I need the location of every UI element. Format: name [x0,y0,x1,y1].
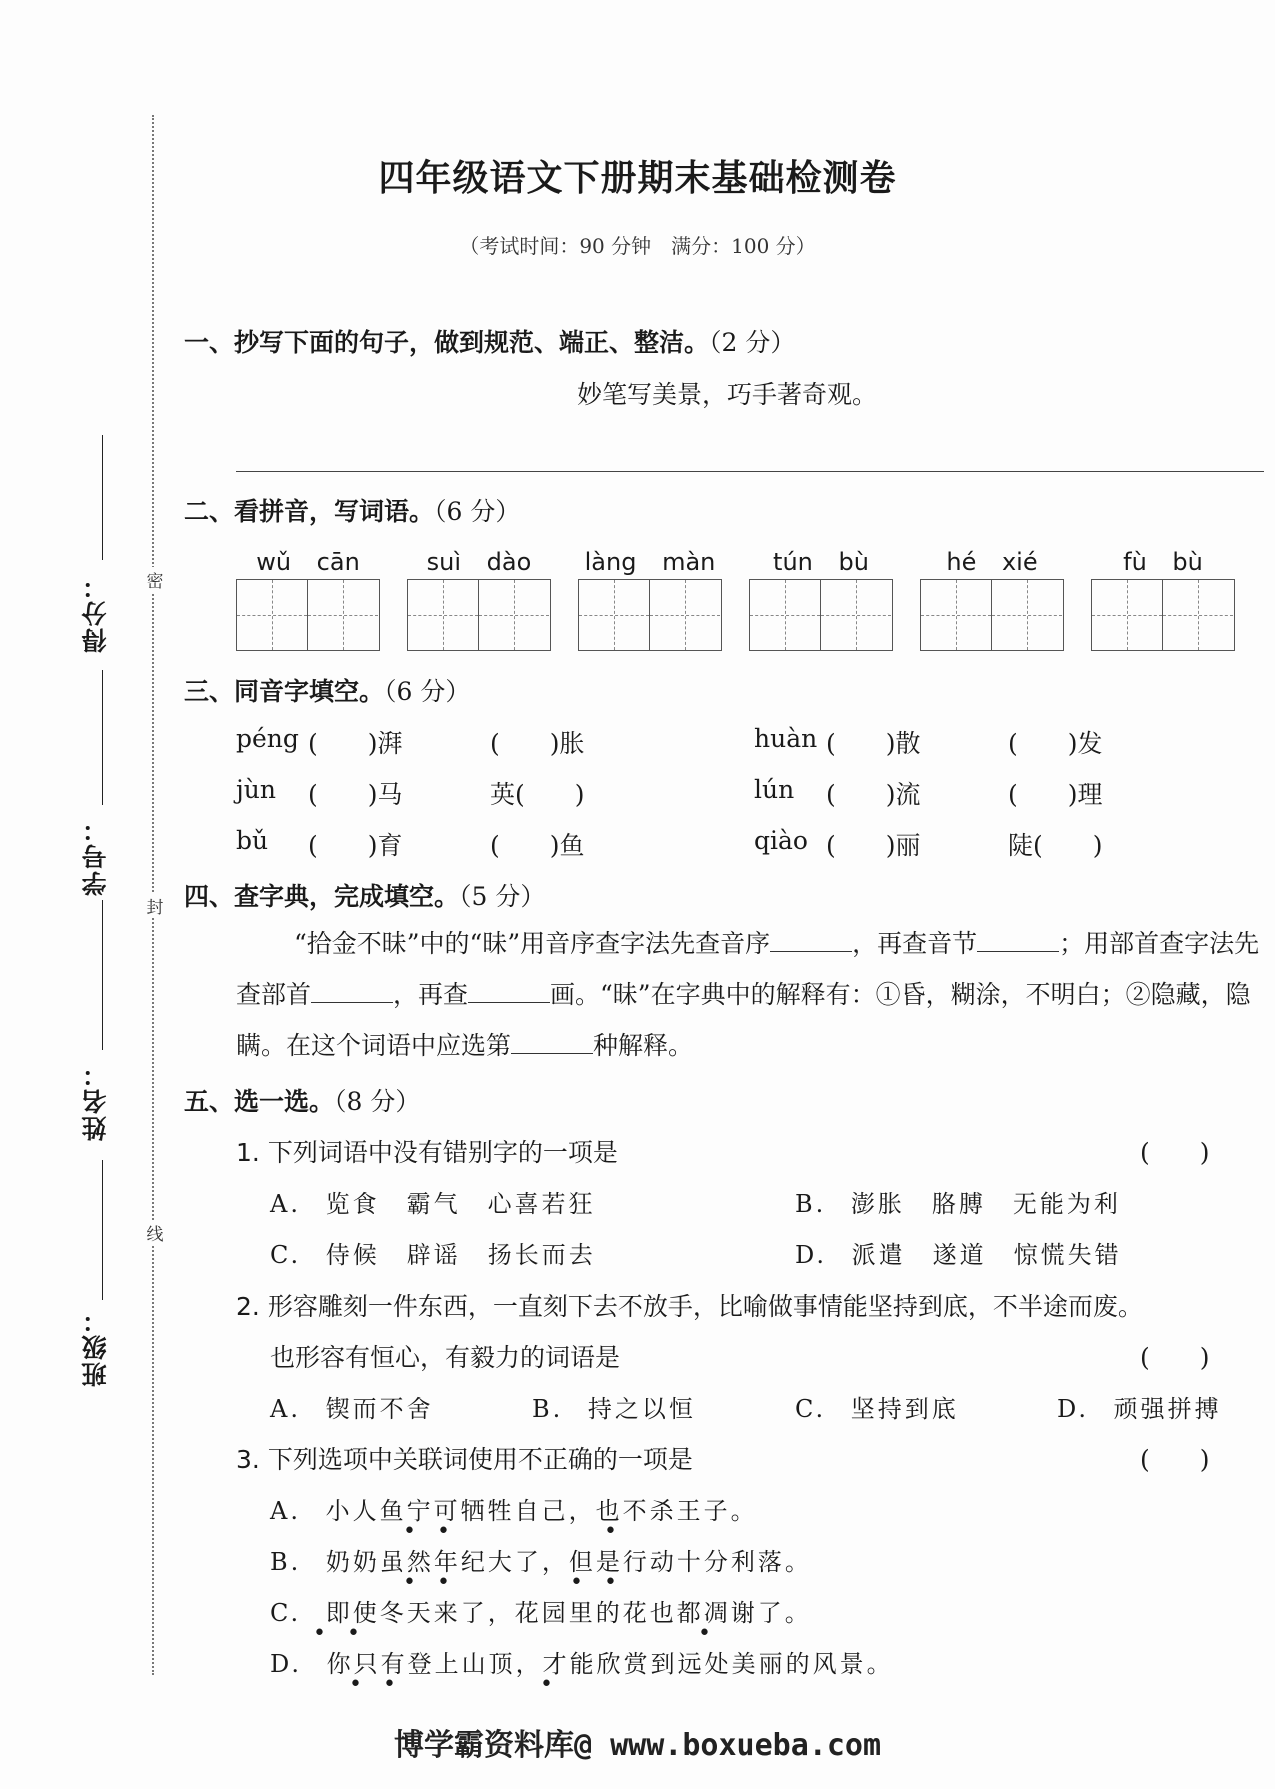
q1-option-a[interactable]: A. 览食 霸气 心喜若狂 [270,1190,596,1218]
q2-option-a[interactable]: A. 锲而不舍 [270,1395,434,1423]
homophone-blank[interactable]: ( )流 [826,780,921,809]
name-label: 姓名： [81,1060,110,1141]
q1-option-b[interactable]: B. 澎胀 胳膊 无能为利 [795,1190,1121,1218]
homophone-blank[interactable]: 英( ) [490,780,585,809]
q3-option-a[interactable]: A. 小人鱼宁可牺牲自己，也不杀王子。 [270,1497,758,1525]
answer-paren-2[interactable]: ( ) [1140,1343,1210,1372]
tianzige-box-4[interactable] [749,579,893,651]
q3-option-d[interactable]: D. 你只有登上山顶，才能欣赏到远处美丽的风景。 [270,1650,894,1678]
emphasis-dot: • [347,1621,360,1646]
tianzige-box-1[interactable] [236,579,380,651]
blank-letter[interactable] [770,931,852,952]
section2-heading: 二、看拼音，写词语。（6 分） [184,497,521,526]
class-field[interactable] [102,1160,103,1300]
homophone-pinyin: lún [754,775,795,804]
emphasis-dot: • [383,1672,396,1697]
watermark: 博学霸资料库@ www.boxueba.com [393,1728,882,1763]
student-number-label: 学号： [81,815,110,896]
emphasis-dot: • [437,1519,450,1544]
blank-strokes[interactable] [468,982,550,1003]
pinyin-5: hé xié [946,548,1038,576]
copy-answer-line[interactable] [236,471,1264,472]
class-label: 班级： [81,1306,110,1387]
exam-info: （考试时间：90 分钟 满分：100 分） [459,234,816,258]
emphasis-dot: • [437,1570,450,1595]
tianzige-box-2[interactable] [407,579,551,651]
section3-heading: 三、同音字填空。（6 分） [184,677,471,706]
q3-option-b[interactable]: B. 奶奶虽然年纪大了，但是行动十分利落。 [270,1548,812,1576]
homophone-pinyin: bǔ [236,826,269,855]
blank-syllable[interactable] [977,931,1059,952]
dictionary-paragraph: “拾金不昧”中的“昧”用音序查字法先查音序 ，再查音节 ；用部首查字法先查部首 ，再查 画。“昧”在字典中的解释有：①昏，糊涂，不明白；②隐藏，隐瞒。在这个词语中应选第 种解释。 [236,929,1260,1060]
question-1: 1. 下列词语中没有错别字的一项是 [236,1138,618,1167]
blank-meaning[interactable] [511,1033,593,1054]
emphasis-dot: • [698,1621,711,1646]
tianzige-box-6[interactable] [1091,579,1235,651]
seal-char-xian: 线 [145,1220,165,1245]
seal-char-mi: 密 [145,567,165,592]
emphasis-dot: • [540,1672,553,1697]
emphasis-dot: • [570,1570,583,1595]
pinyin-4: tún bù [773,548,869,576]
homophone-pinyin: péng [236,724,299,753]
homophone-blank[interactable]: ( )湃 [308,729,403,758]
q2-option-c[interactable]: C. 坚持到底 [795,1395,959,1423]
question-2: 2. 形容雕刻一件东西，一直刻下去不放手，比喻做事情能坚持到底，不半途而废。 [236,1292,1143,1321]
q1-option-d[interactable]: D. 派遣 遂道 惊慌失错 [795,1241,1122,1269]
emphasis-dot: • [403,1570,416,1595]
homophone-blank[interactable]: 陡( ) [1008,831,1103,860]
pinyin-6: fù bù [1123,548,1203,576]
page-title: 四年级语文下册期末基础检测卷 [378,158,897,199]
homophone-pinyin: huàn [754,724,818,753]
question-2-line2: 也形容有恒心，有毅力的词语是 [270,1343,621,1372]
pinyin-3: làng màn [584,548,716,576]
homophone-blank[interactable]: ( )散 [826,729,921,758]
tianzige-box-3[interactable] [578,579,722,651]
homophone-blank[interactable]: ( )育 [308,831,403,860]
emphasis-dot: • [604,1570,617,1595]
emphasis-dot: • [604,1519,617,1544]
q3-option-c[interactable]: C. 即使冬天来了，花园里的花也都凋谢了。 [270,1599,812,1627]
question-3: 3. 下列选项中关联词使用不正确的一项是 [236,1445,693,1474]
section4-heading: 四、查字典，完成填空。（5 分） [184,882,546,911]
homophone-blank[interactable]: ( )丽 [826,831,921,860]
student-number-field[interactable] [102,670,103,805]
pinyin-2: suì dào [426,548,532,576]
homophone-pinyin: jùn [236,775,276,804]
homophone-blank[interactable]: ( )马 [308,780,403,809]
homophone-pinyin: qiào [754,826,808,855]
copy-sentence: 妙笔写美景，巧手著奇观。 [577,380,878,409]
emphasis-dot: • [349,1672,362,1697]
homophone-blank[interactable]: ( )胀 [490,729,585,758]
homophone-blank[interactable]: ( )发 [1008,729,1103,758]
score-label: 得分： [81,572,110,653]
q2-option-b[interactable]: B. 持之以恒 [532,1395,696,1423]
section1-heading: 一、抄写下面的句子，做到规范、端正、整洁。（2 分） [184,328,796,357]
answer-paren-3[interactable]: ( ) [1140,1445,1210,1474]
pinyin-1: wǔ cān [256,548,360,576]
q2-option-d[interactable]: D. 顽强拼搏 [1057,1395,1222,1423]
section5-heading: 五、选一选。（8 分） [184,1087,421,1116]
homophone-blank[interactable]: ( )鱼 [490,831,585,860]
q1-option-c[interactable]: C. 侍候 辟谣 扬长而去 [270,1241,596,1269]
blank-radical[interactable] [311,982,393,1003]
tianzige-box-5[interactable] [920,579,1064,651]
name-field[interactable] [102,900,103,1050]
seal-char-feng: 封 [145,893,165,918]
homophone-blank[interactable]: ( )理 [1008,780,1103,809]
emphasis-dot: • [313,1621,326,1646]
emphasis-dot: • [403,1519,416,1544]
answer-paren-1[interactable]: ( ) [1140,1138,1210,1167]
score-field[interactable] [102,435,103,560]
